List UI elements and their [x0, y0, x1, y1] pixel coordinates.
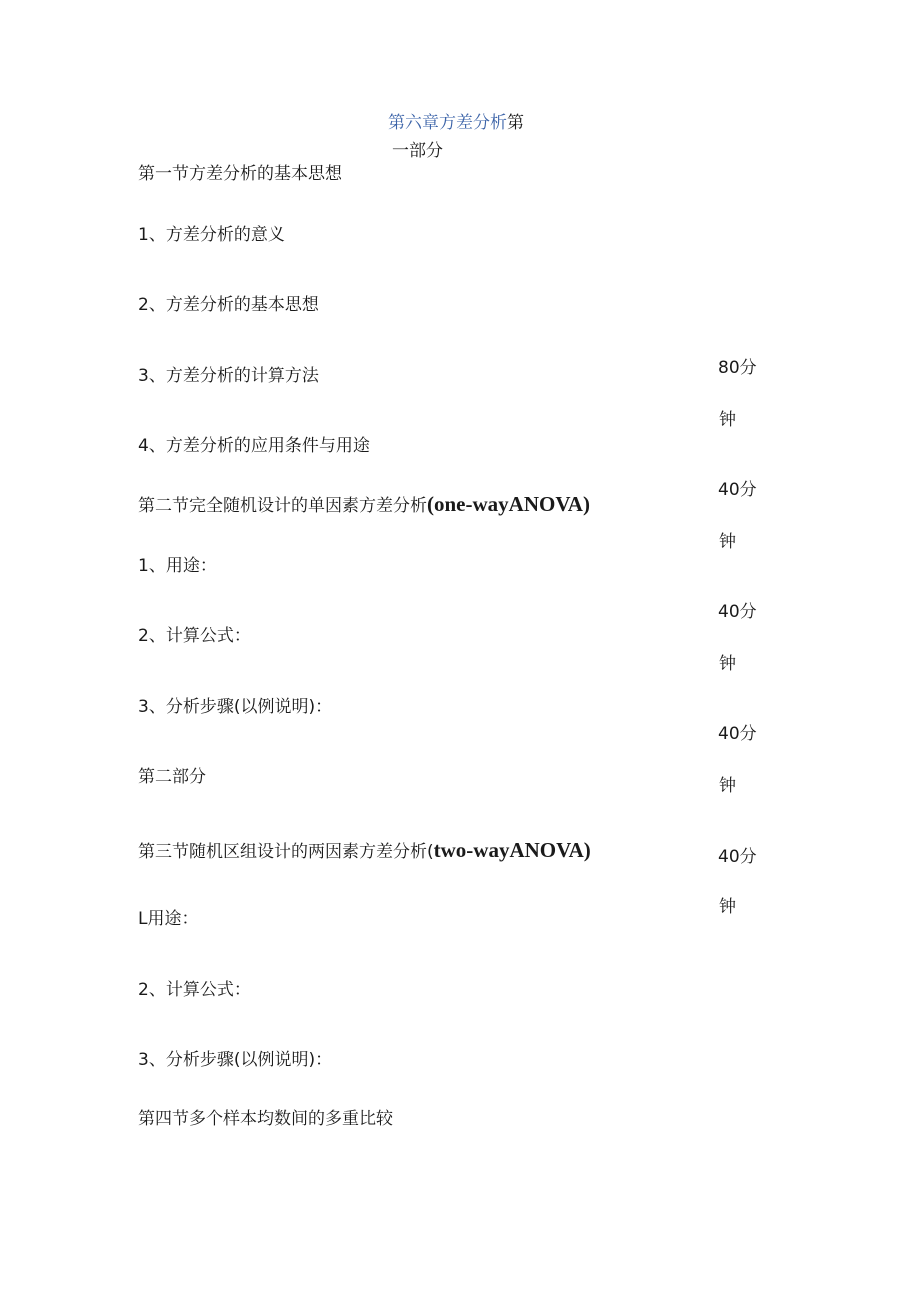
time-5-value: 40分 — [718, 847, 757, 867]
time-1-value: 80分 — [718, 358, 757, 378]
section-3-item-3: 3、分析步骤(以例说明)： — [138, 1050, 333, 1070]
time-4-unit: 钟 — [719, 776, 736, 796]
section-1-heading: 第一节方差分析的基本思想 — [138, 164, 342, 184]
section-1-item-1: 1、方差分析的意义 — [138, 225, 285, 245]
section-3-heading-cn: 第三节随机区组设计的两因素方差分析( — [138, 842, 434, 862]
chapter-title-tail: 第 — [507, 113, 524, 133]
section-1-item-3: 3、方差分析的计算方法 — [138, 366, 319, 386]
section-2-item-2: 2、计算公式： — [138, 626, 251, 646]
section-3-heading-en: two-wayANOVA) — [433, 838, 591, 862]
section-2-item-3: 3、分析步骤(以例说明)： — [138, 697, 333, 717]
section-2-heading-cn: 第二节完全随机设计的单因素方差分析 — [138, 496, 427, 516]
time-1-unit: 钟 — [719, 410, 736, 430]
part-one-label: 一部分 — [392, 141, 443, 161]
section-1-item-2: 2、方差分析的基本思想 — [138, 295, 319, 315]
time-3-value: 40分 — [718, 602, 757, 622]
section-2-item-1: 1、用途： — [138, 556, 217, 576]
part-two-label: 第二部分 — [138, 767, 206, 787]
time-5-unit: 钟 — [719, 897, 736, 917]
section-3-item-1: L用途： — [138, 909, 199, 929]
time-4-value: 40分 — [718, 724, 757, 744]
chapter-title-text: 第六章方差分析 — [388, 113, 507, 133]
section-3-heading — [138, 840, 591, 861]
time-3-unit: 钟 — [719, 654, 736, 674]
time-2-value: 40分 — [718, 480, 757, 500]
section-4-heading: 第四节多个样本均数间的多重比较 — [138, 1109, 393, 1129]
time-2-unit: 钟 — [719, 532, 736, 552]
section-2-heading-en: (one-wayANOVA) — [427, 492, 590, 516]
chapter-title — [388, 115, 524, 132]
section-2-heading — [138, 494, 590, 515]
section-3-item-2: 2、计算公式： — [138, 980, 251, 1000]
section-1-item-4: 4、方差分析的应用条件与用途 — [138, 436, 370, 456]
